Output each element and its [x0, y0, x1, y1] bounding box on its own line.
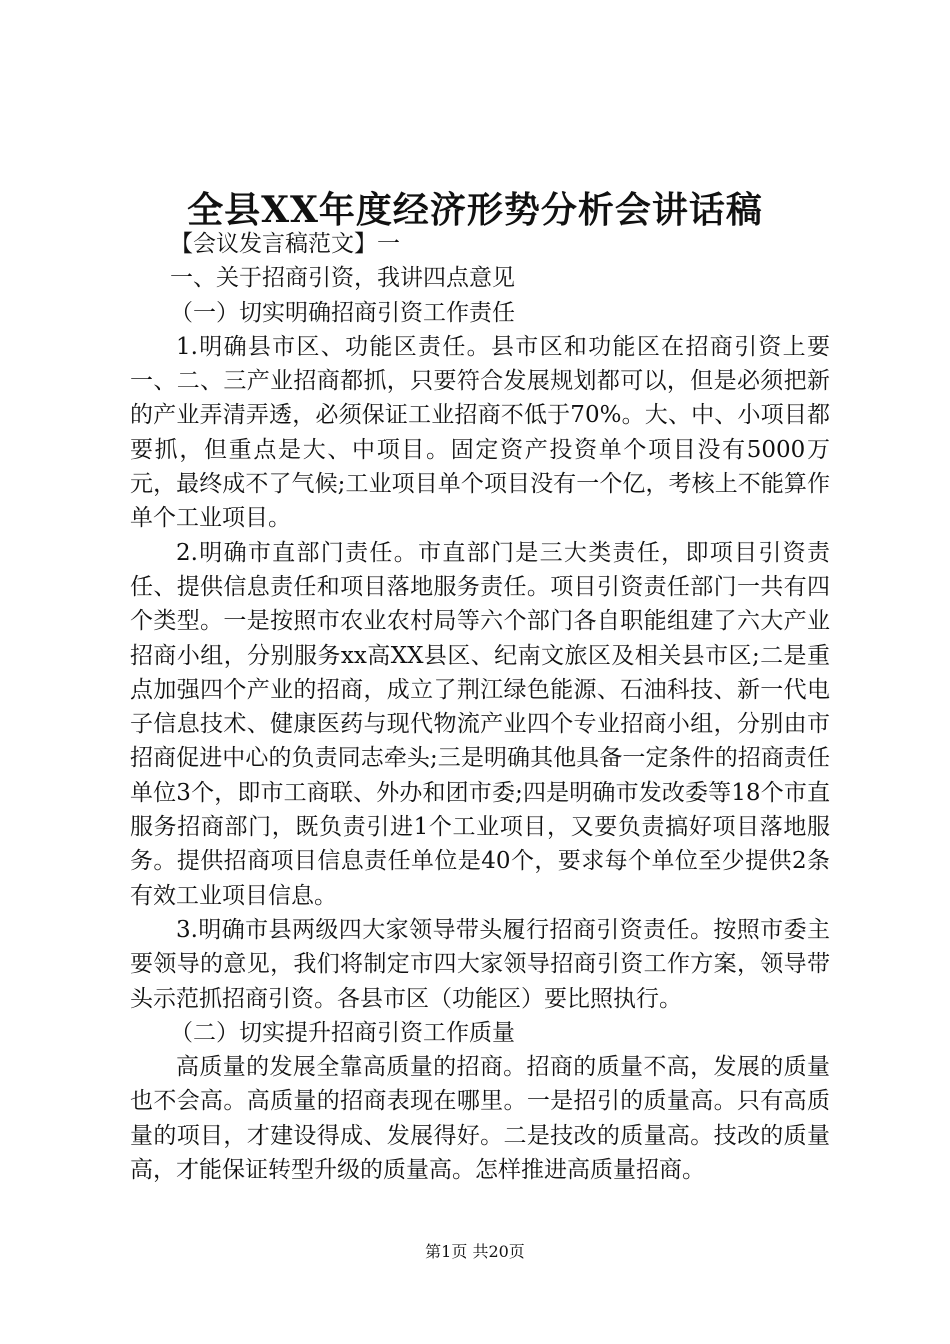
heading-section-1: 一、关于招商引资，我讲四点意见: [170, 265, 515, 292]
document-title: 全县XX年度经济形势分析会讲话稿: [187, 189, 763, 231]
paragraph-source: 【会议发言稿范文】一: [170, 231, 400, 257]
paragraph-item-2: 2.明确市直部门责任。市直部门是三大类责任，即项目引资责任、提供信息责任和项目落地服务责任。项目引资责任部门一共有四个类型。一是按照市农业农村局等六个部门各自职能组建了六大产业招商小组，分别服务xx高XX县区、纪南文旅区及相关县市区;二是重点加强四个产业的招商，成立了荆江绿色能源、石油科技、新一代电子信息技术、健康医药与现代物流产业四个专业招商小组，分别由市招商促进中心的负责同志牵头;三是明确其他具备一定条件的招商责任单位3个，即市工商联、外办和团市委;四是明确市发改委等18个市直服务招商部门，既负责引进1个工业项目，又要负责搞好项目落地服务。提供招商项目信息责任单位是40个，要求每个单位至少提供2条有效工业项目信息。: [130, 539, 830, 909]
document-body: [130, 227, 830, 1187]
page-footer: 第1页 共20页: [425, 1242, 525, 1261]
heading-subsection-2: （二）切实提升招商引资工作质量: [170, 1019, 515, 1046]
heading-subsection-1: （一）切实明确招商引资工作责任: [170, 299, 515, 326]
paragraph-quality: 高质量的发展全靠高质量的招商。招商的质量不高，发展的质量也不会高。高质量的招商表现在哪里。一是招引的质量高。只有高质量的项目，才建设得成、发展得好。二是技改的质量高。技改的质量高，才能保证转型升级的质量高。怎样推进高质量招商。: [130, 1054, 830, 1184]
paragraph-item-3: 3.明确市县两级四大家领导带头履行招商引资责任。按照市委主要领导的意见，我们将制定市四大家领导招商引资工作方案，领导带头示范抓招商引资。各县市区（功能区）要比照执行。: [130, 916, 830, 1012]
paragraph-item-1: 1.明确县市区、功能区责任。县市区和功能区在招商引资上要一、二、三产业招商都抓，只要符合发展规划都可以，但是必须把新的产业弄清弄透，必须保证工业招商不低于70%。大、中、小项目都要抓，但重点是大、中项目。固定资产投资单个项目没有5000万元，最终成不了气候;工业项目单个项目没有一个亿，考核上不能算作单个工业项目。: [130, 333, 830, 532]
